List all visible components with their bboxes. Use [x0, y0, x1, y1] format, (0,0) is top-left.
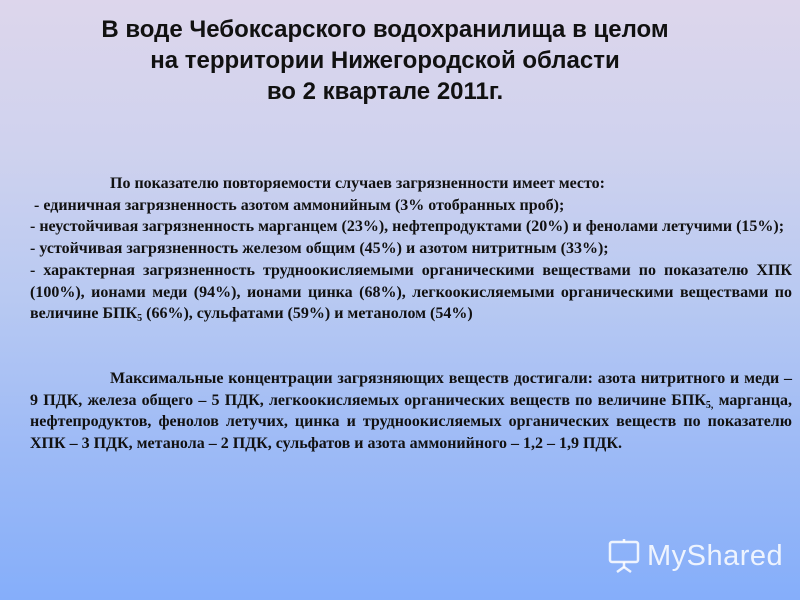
- frequency-item-stable: - устойчивая загрязненность железом общим (45%) и азотом нитритным (33%);: [30, 240, 609, 258]
- slide-title: [40, 14, 730, 107]
- characteristic-text-start: - характерная загрязненность трудноокисляемыми органическими веществами по показателю ХПК (100%), ионами меди (94%), ионами цинка (68%), легкоокисляемыми органическими веществами по величине БПК: [30, 261, 792, 323]
- bod-subscript-2: 5,: [705, 399, 714, 411]
- max-concentration-text: [30, 368, 792, 455]
- slide-body: [30, 173, 792, 455]
- title-line-2: на территории Нижегородской области: [150, 47, 620, 74]
- frequency-item-unstable: - неустойчивая загрязненность марганцем (23%), нефтепродуктами (20%) и фенолами летучими (15%);: [30, 218, 785, 236]
- max-concentration-text-end: марганца, нефтепродуктов, фенолов летучих, цинка и трудноокисляемых органических веществ по показателю ХПК – 3 ПДК, метанола – 2 ПДК, сульфатов и азота аммонийного – 1,2 – 1,9 ПДК.: [30, 391, 792, 453]
- frequency-item-characteristic: [30, 260, 792, 325]
- watermark-text: MyShared: [647, 539, 784, 572]
- presentation-board-icon: [607, 538, 641, 574]
- frequency-intro: По показателю повторяемости случаев загрязненности имеет место:: [110, 175, 605, 192]
- pollution-frequency-block: [30, 173, 792, 325]
- max-concentration-block: [30, 368, 792, 455]
- bod-subscript: 5: [137, 313, 143, 325]
- max-concentration-text-start: Максимальные концентрации загрязняющих веществ достигали: азота нитритного и меди – 9 ПДК, железа общего – 5 ПДК, легкоокисляемых органических веществ по величине БПК: [30, 369, 792, 409]
- frequency-item-single: - единичная загрязненность азотом аммонийным (3% отобранных проб);: [34, 196, 565, 214]
- title-line-3: во 2 квартале 2011г.: [266, 78, 504, 105]
- title-line-1: В воде Чебоксарского водохранилища в целом: [101, 16, 669, 43]
- myshared-watermark: [607, 536, 783, 576]
- characteristic-text-end: (66%), сульфатами (59%) и метанолом (54%): [142, 305, 473, 323]
